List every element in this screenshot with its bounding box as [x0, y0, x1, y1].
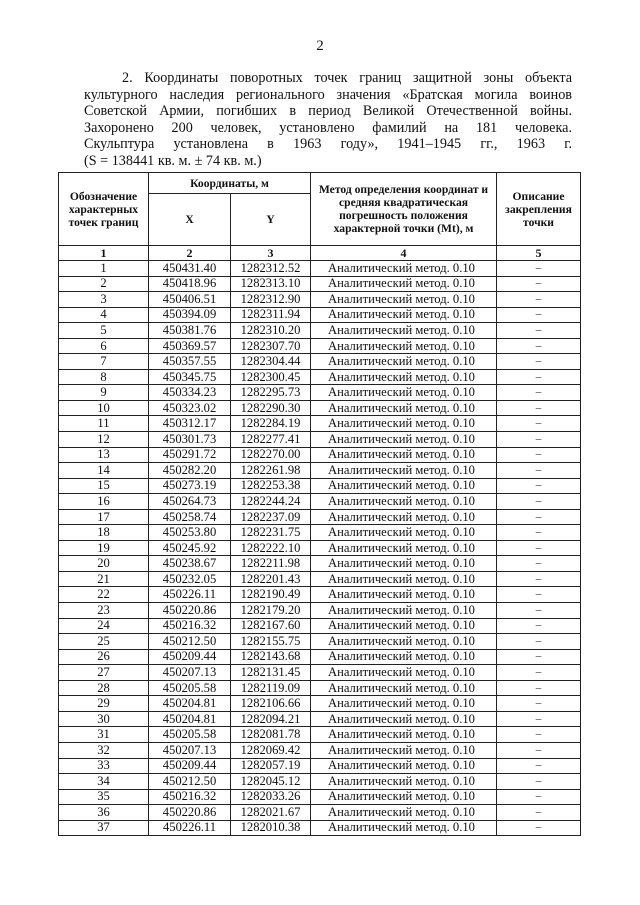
table-body: [59, 261, 581, 836]
fixing-cell: –: [497, 680, 581, 696]
x-coordinate-cell: 450381.76: [149, 323, 231, 339]
y-coordinate-cell: 1282307.70: [231, 338, 311, 354]
header-method: Метод определения координат и средняя квадратическая погрешность положения характерной точки (Mt), м: [311, 173, 497, 246]
method-cell: Аналитический метод. 0.10: [311, 338, 497, 354]
fixing-cell: –: [497, 385, 581, 401]
method-cell: Аналитический метод. 0.10: [311, 494, 497, 510]
x-coordinate-cell: 450207.13: [149, 665, 231, 681]
table-row: [59, 587, 581, 603]
method-cell: Аналитический метод. 0.10: [311, 447, 497, 463]
table-row: [59, 711, 581, 727]
method-cell: Аналитический метод. 0.10: [311, 665, 497, 681]
fixing-cell: –: [497, 323, 581, 339]
fixing-cell: –: [497, 711, 581, 727]
column-number: 4: [311, 246, 497, 261]
table-row: [59, 307, 581, 323]
fixing-cell: –: [497, 634, 581, 650]
x-coordinate-cell: 450212.50: [149, 634, 231, 650]
fixing-cell: –: [497, 416, 581, 432]
y-coordinate-cell: 1282119.09: [231, 680, 311, 696]
table-row: [59, 385, 581, 401]
x-coordinate-cell: 450334.23: [149, 385, 231, 401]
y-coordinate-cell: 1282277.41: [231, 432, 311, 448]
point-number-cell: 23: [59, 603, 149, 619]
table-row: [59, 354, 581, 370]
fixing-cell: –: [497, 292, 581, 308]
point-number-cell: 26: [59, 649, 149, 665]
point-number-cell: 29: [59, 696, 149, 712]
method-cell: Аналитический метод. 0.10: [311, 603, 497, 619]
point-number-cell: 28: [59, 680, 149, 696]
method-cell: Аналитический метод. 0.10: [311, 416, 497, 432]
method-cell: Аналитический метод. 0.10: [311, 556, 497, 572]
y-coordinate-cell: 1282131.45: [231, 665, 311, 681]
table-row: [59, 400, 581, 416]
method-cell: Аналитический метод. 0.10: [311, 774, 497, 790]
fixing-cell: –: [497, 338, 581, 354]
x-coordinate-cell: 450431.40: [149, 261, 231, 277]
point-number-cell: 2: [59, 276, 149, 292]
x-coordinate-cell: 450226.11: [149, 587, 231, 603]
table-row: [59, 742, 581, 758]
table-row: [59, 789, 581, 805]
y-coordinate-cell: 1282304.44: [231, 354, 311, 370]
page-number: 2: [316, 38, 324, 54]
x-coordinate-cell: 450232.05: [149, 571, 231, 587]
x-coordinate-cell: 450220.86: [149, 805, 231, 821]
x-coordinate-cell: 450216.32: [149, 789, 231, 805]
fixing-cell: –: [497, 727, 581, 743]
point-number-cell: 36: [59, 805, 149, 821]
y-coordinate-cell: 1282021.67: [231, 805, 311, 821]
fixing-cell: –: [497, 494, 581, 510]
x-coordinate-cell: 450226.11: [149, 820, 231, 836]
method-cell: Аналитический метод. 0.10: [311, 634, 497, 650]
header-y: Y: [231, 194, 311, 246]
method-cell: Аналитический метод. 0.10: [311, 261, 497, 277]
x-coordinate-cell: 450357.55: [149, 354, 231, 370]
y-coordinate-cell: 1282237.09: [231, 509, 311, 525]
y-coordinate-cell: 1282201.43: [231, 571, 311, 587]
fixing-cell: –: [497, 587, 581, 603]
table-row: [59, 463, 581, 479]
point-number-cell: 25: [59, 634, 149, 650]
table-row: [59, 571, 581, 587]
point-number-cell: 14: [59, 463, 149, 479]
header-x: X: [149, 194, 231, 246]
point-number-cell: 34: [59, 774, 149, 790]
intro-line: Скульптура установлена в 1963 году», 1941–1945 гг., 1963 г.: [84, 136, 572, 153]
table-row: [59, 805, 581, 821]
fixing-cell: –: [497, 432, 581, 448]
intro-line: Захоронено 200 человек, установлено фамилий на 181 человека.: [84, 119, 572, 136]
fixing-cell: –: [497, 742, 581, 758]
point-number-cell: 16: [59, 494, 149, 510]
method-cell: Аналитический метод. 0.10: [311, 323, 497, 339]
intro-line: (S = 138441 кв. м. ± 74 кв. м.): [84, 152, 262, 169]
point-number-cell: 30: [59, 711, 149, 727]
table-row: [59, 416, 581, 432]
y-coordinate-cell: 1282033.26: [231, 789, 311, 805]
point-number-cell: 32: [59, 742, 149, 758]
point-number-cell: 3: [59, 292, 149, 308]
table-row: [59, 494, 581, 510]
x-coordinate-cell: 450258.74: [149, 509, 231, 525]
x-coordinate-cell: 450204.81: [149, 711, 231, 727]
point-number-cell: 19: [59, 540, 149, 556]
x-coordinate-cell: 450345.75: [149, 369, 231, 385]
method-cell: Аналитический метод. 0.10: [311, 432, 497, 448]
table-row: [59, 556, 581, 572]
fixing-cell: –: [497, 665, 581, 681]
x-coordinate-cell: 450312.17: [149, 416, 231, 432]
point-number-cell: 7: [59, 354, 149, 370]
method-cell: Аналитический метод. 0.10: [311, 711, 497, 727]
point-number-cell: 35: [59, 789, 149, 805]
fixing-cell: –: [497, 820, 581, 836]
method-cell: Аналитический метод. 0.10: [311, 727, 497, 743]
point-number-cell: 20: [59, 556, 149, 572]
fixing-cell: –: [497, 649, 581, 665]
x-coordinate-cell: 450209.44: [149, 649, 231, 665]
fixing-cell: –: [497, 696, 581, 712]
x-coordinate-cell: 450369.57: [149, 338, 231, 354]
point-number-cell: 10: [59, 400, 149, 416]
method-cell: Аналитический метод. 0.10: [311, 307, 497, 323]
table-row: [59, 618, 581, 634]
point-number-cell: 18: [59, 525, 149, 541]
y-coordinate-cell: 1282010.38: [231, 820, 311, 836]
fixing-cell: –: [497, 307, 581, 323]
y-coordinate-cell: 1282179.20: [231, 603, 311, 619]
point-number-cell: 33: [59, 758, 149, 774]
point-number-cell: 11: [59, 416, 149, 432]
fixing-cell: –: [497, 261, 581, 277]
method-cell: Аналитический метод. 0.10: [311, 540, 497, 556]
method-cell: Аналитический метод. 0.10: [311, 385, 497, 401]
fixing-cell: –: [497, 525, 581, 541]
table-row: [59, 323, 581, 339]
y-coordinate-cell: 1282295.73: [231, 385, 311, 401]
y-coordinate-cell: 1282106.66: [231, 696, 311, 712]
table-row: [59, 540, 581, 556]
x-coordinate-cell: 450253.80: [149, 525, 231, 541]
point-number-cell: 6: [59, 338, 149, 354]
y-coordinate-cell: 1282190.49: [231, 587, 311, 603]
table-row: [59, 432, 581, 448]
fixing-cell: –: [497, 400, 581, 416]
y-coordinate-cell: 1282313.10: [231, 276, 311, 292]
y-coordinate-cell: 1282081.78: [231, 727, 311, 743]
x-coordinate-cell: 450207.13: [149, 742, 231, 758]
y-coordinate-cell: 1282253.38: [231, 478, 311, 494]
point-number-cell: 1: [59, 261, 149, 277]
x-coordinate-cell: 450216.32: [149, 618, 231, 634]
method-cell: Аналитический метод. 0.10: [311, 525, 497, 541]
x-coordinate-cell: 450205.58: [149, 680, 231, 696]
method-cell: Аналитический метод. 0.10: [311, 742, 497, 758]
x-coordinate-cell: 450323.02: [149, 400, 231, 416]
header-fixing: Описание закрепления точки: [497, 173, 581, 246]
fixing-cell: –: [497, 571, 581, 587]
table-row: [59, 820, 581, 836]
point-number-cell: 22: [59, 587, 149, 603]
fixing-cell: –: [497, 774, 581, 790]
table-row: [59, 261, 581, 277]
table-row: [59, 525, 581, 541]
method-cell: Аналитический метод. 0.10: [311, 276, 497, 292]
y-coordinate-cell: 1282167.60: [231, 618, 311, 634]
x-coordinate-cell: 450238.67: [149, 556, 231, 572]
intro-line: 2. Координаты поворотных точек границ защитной зоны объекта: [122, 70, 572, 86]
method-cell: Аналитический метод. 0.10: [311, 463, 497, 479]
x-coordinate-cell: 450204.81: [149, 696, 231, 712]
table-row: [59, 276, 581, 292]
table-row: [59, 727, 581, 743]
fixing-cell: –: [497, 369, 581, 385]
y-coordinate-cell: 1282222.10: [231, 540, 311, 556]
table-row: [59, 680, 581, 696]
fixing-cell: –: [497, 805, 581, 821]
y-coordinate-cell: 1282155.75: [231, 634, 311, 650]
intro-line: Советской Армии, погибших в период Великой Отечественной войны.: [84, 103, 572, 120]
coordinates-table: [58, 172, 581, 836]
column-number: 2: [149, 246, 231, 261]
table-row: [59, 634, 581, 650]
point-number-cell: 15: [59, 478, 149, 494]
y-coordinate-cell: 1282057.19: [231, 758, 311, 774]
intro-paragraph: [84, 70, 572, 170]
table-row: [59, 774, 581, 790]
intro-line: культурного наследия регионального значения «Братская могила воинов: [84, 86, 572, 103]
point-number-cell: 37: [59, 820, 149, 836]
method-cell: Аналитический метод. 0.10: [311, 758, 497, 774]
method-cell: Аналитический метод. 0.10: [311, 571, 497, 587]
table-row: [59, 649, 581, 665]
method-cell: Аналитический метод. 0.10: [311, 400, 497, 416]
y-coordinate-cell: 1282310.20: [231, 323, 311, 339]
x-coordinate-cell: 450301.73: [149, 432, 231, 448]
table-row: [59, 447, 581, 463]
fixing-cell: –: [497, 463, 581, 479]
method-cell: Аналитический метод. 0.10: [311, 354, 497, 370]
fixing-cell: –: [497, 540, 581, 556]
y-coordinate-cell: 1282312.52: [231, 261, 311, 277]
point-number-cell: 21: [59, 571, 149, 587]
fixing-cell: –: [497, 276, 581, 292]
method-cell: Аналитический метод. 0.10: [311, 369, 497, 385]
x-coordinate-cell: 450291.72: [149, 447, 231, 463]
table-row: [59, 338, 581, 354]
point-number-cell: 24: [59, 618, 149, 634]
table-row: [59, 369, 581, 385]
x-coordinate-cell: 450406.51: [149, 292, 231, 308]
header-point-designation: Обозначение характерных точек границ: [59, 173, 149, 246]
table-row: [59, 665, 581, 681]
point-number-cell: 13: [59, 447, 149, 463]
y-coordinate-cell: 1282244.24: [231, 494, 311, 510]
x-coordinate-cell: 450273.19: [149, 478, 231, 494]
fixing-cell: –: [497, 789, 581, 805]
table-row: [59, 696, 581, 712]
method-cell: Аналитический метод. 0.10: [311, 649, 497, 665]
y-coordinate-cell: 1282045.12: [231, 774, 311, 790]
table-row: [59, 758, 581, 774]
method-cell: Аналитический метод. 0.10: [311, 789, 497, 805]
x-coordinate-cell: 450205.58: [149, 727, 231, 743]
fixing-cell: –: [497, 618, 581, 634]
column-number: 3: [231, 246, 311, 261]
y-coordinate-cell: 1282284.19: [231, 416, 311, 432]
method-cell: Аналитический метод. 0.10: [311, 805, 497, 821]
point-number-cell: 31: [59, 727, 149, 743]
y-coordinate-cell: 1282312.90: [231, 292, 311, 308]
point-number-cell: 17: [59, 509, 149, 525]
fixing-cell: –: [497, 603, 581, 619]
x-coordinate-cell: 450209.44: [149, 758, 231, 774]
fixing-cell: –: [497, 758, 581, 774]
table-row: [59, 292, 581, 308]
x-coordinate-cell: 450418.96: [149, 276, 231, 292]
header-coordinates: Координаты, м: [149, 173, 311, 194]
method-cell: Аналитический метод. 0.10: [311, 696, 497, 712]
x-coordinate-cell: 450394.09: [149, 307, 231, 323]
point-number-cell: 4: [59, 307, 149, 323]
point-number-cell: 12: [59, 432, 149, 448]
x-coordinate-cell: 450212.50: [149, 774, 231, 790]
y-coordinate-cell: 1282143.68: [231, 649, 311, 665]
fixing-cell: –: [497, 509, 581, 525]
point-number-cell: 27: [59, 665, 149, 681]
x-coordinate-cell: 450220.86: [149, 603, 231, 619]
y-coordinate-cell: 1282069.42: [231, 742, 311, 758]
column-number: 1: [59, 246, 149, 261]
table-row: [59, 509, 581, 525]
method-cell: Аналитический метод. 0.10: [311, 618, 497, 634]
fixing-cell: –: [497, 556, 581, 572]
y-coordinate-cell: 1282094.21: [231, 711, 311, 727]
method-cell: Аналитический метод. 0.10: [311, 509, 497, 525]
table-row: [59, 603, 581, 619]
fixing-cell: –: [497, 447, 581, 463]
method-cell: Аналитический метод. 0.10: [311, 478, 497, 494]
x-coordinate-cell: 450264.73: [149, 494, 231, 510]
point-number-cell: 9: [59, 385, 149, 401]
column-number: 5: [497, 246, 581, 261]
x-coordinate-cell: 450282.20: [149, 463, 231, 479]
method-cell: Аналитический метод. 0.10: [311, 292, 497, 308]
y-coordinate-cell: 1282270.00: [231, 447, 311, 463]
y-coordinate-cell: 1282311.94: [231, 307, 311, 323]
point-number-cell: 5: [59, 323, 149, 339]
y-coordinate-cell: 1282231.75: [231, 525, 311, 541]
y-coordinate-cell: 1282261.98: [231, 463, 311, 479]
method-cell: Аналитический метод. 0.10: [311, 680, 497, 696]
fixing-cell: –: [497, 354, 581, 370]
y-coordinate-cell: 1282290.30: [231, 400, 311, 416]
y-coordinate-cell: 1282211.98: [231, 556, 311, 572]
fixing-cell: –: [497, 478, 581, 494]
table-row: [59, 478, 581, 494]
x-coordinate-cell: 450245.92: [149, 540, 231, 556]
point-number-cell: 8: [59, 369, 149, 385]
method-cell: Аналитический метод. 0.10: [311, 587, 497, 603]
method-cell: Аналитический метод. 0.10: [311, 820, 497, 836]
y-coordinate-cell: 1282300.45: [231, 369, 311, 385]
